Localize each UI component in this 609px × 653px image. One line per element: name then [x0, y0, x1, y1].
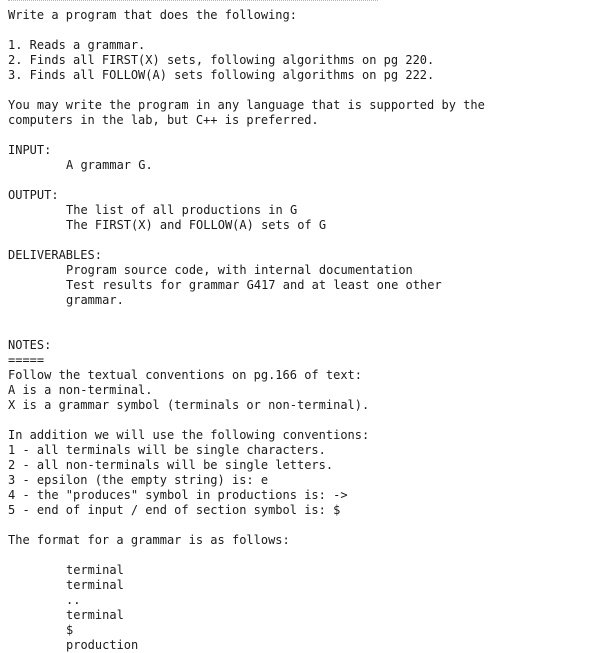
top-dotted-divider [8, 0, 378, 1]
input-heading: INPUT: [8, 143, 52, 157]
step-2: 2. Finds all FIRST(X) sets, following algorithms on pg 220. [8, 53, 435, 67]
step-1: 1. Reads a grammar. [8, 38, 146, 52]
format-line-4: terminal [66, 608, 124, 622]
additional-convention-5: 5 - end of input / end of section symbol is: $ [8, 503, 341, 517]
notes-underline: ===== [8, 353, 45, 367]
convention-line-1: Follow the textual conventions on pg.166 of text: [8, 368, 363, 382]
format-line-1: terminal [66, 563, 124, 577]
additional-convention-1: 1 - all terminals will be single characters. [8, 443, 326, 457]
additional-convention-3: 3 - epsilon (the empty string) is: e [8, 473, 269, 487]
additional-convention-2: 2 - all non-terminals will be single letters. [8, 458, 334, 472]
format-line-6: production [66, 638, 139, 652]
output-line-1: The list of all productions in G [66, 203, 298, 217]
format-line-5: $ [66, 623, 74, 637]
intro-line: Write a program that does the following: [8, 8, 297, 22]
language-note-line-1: You may write the program in any language that is supported by the [8, 98, 485, 112]
format-line-3: .. [66, 593, 81, 607]
output-line-2: The FIRST(X) and FOLLOW(A) sets of G [66, 218, 327, 232]
deliverables-line-1: Program source code, with internal documentation [66, 263, 413, 277]
convention-line-2: A is a non-terminal. [8, 383, 153, 397]
format-line-2: terminal [66, 578, 124, 592]
input-line-1: A grammar G. [66, 158, 153, 172]
step-3: 3. Finds all FOLLOW(A) sets following algorithms on pg 222. [8, 68, 435, 82]
additional-conventions-intro: In addition we will use the following conventions: [8, 428, 370, 442]
deliverables-line-3: grammar. [66, 293, 124, 307]
output-heading: OUTPUT: [8, 188, 59, 202]
deliverables-line-2: Test results for grammar G417 and at least one other [66, 278, 442, 292]
convention-line-3: X is a grammar symbol (terminals or non-terminal). [8, 398, 370, 412]
additional-convention-4: 4 - the "produces" symbol in productions is: -> [8, 488, 348, 502]
deliverables-heading: DELIVERABLES: [8, 248, 102, 262]
format-intro: The format for a grammar is as follows: [8, 533, 290, 547]
language-note-line-2: computers in the lab, but C++ is preferred. [8, 113, 319, 127]
notes-heading: NOTES: [8, 338, 52, 352]
